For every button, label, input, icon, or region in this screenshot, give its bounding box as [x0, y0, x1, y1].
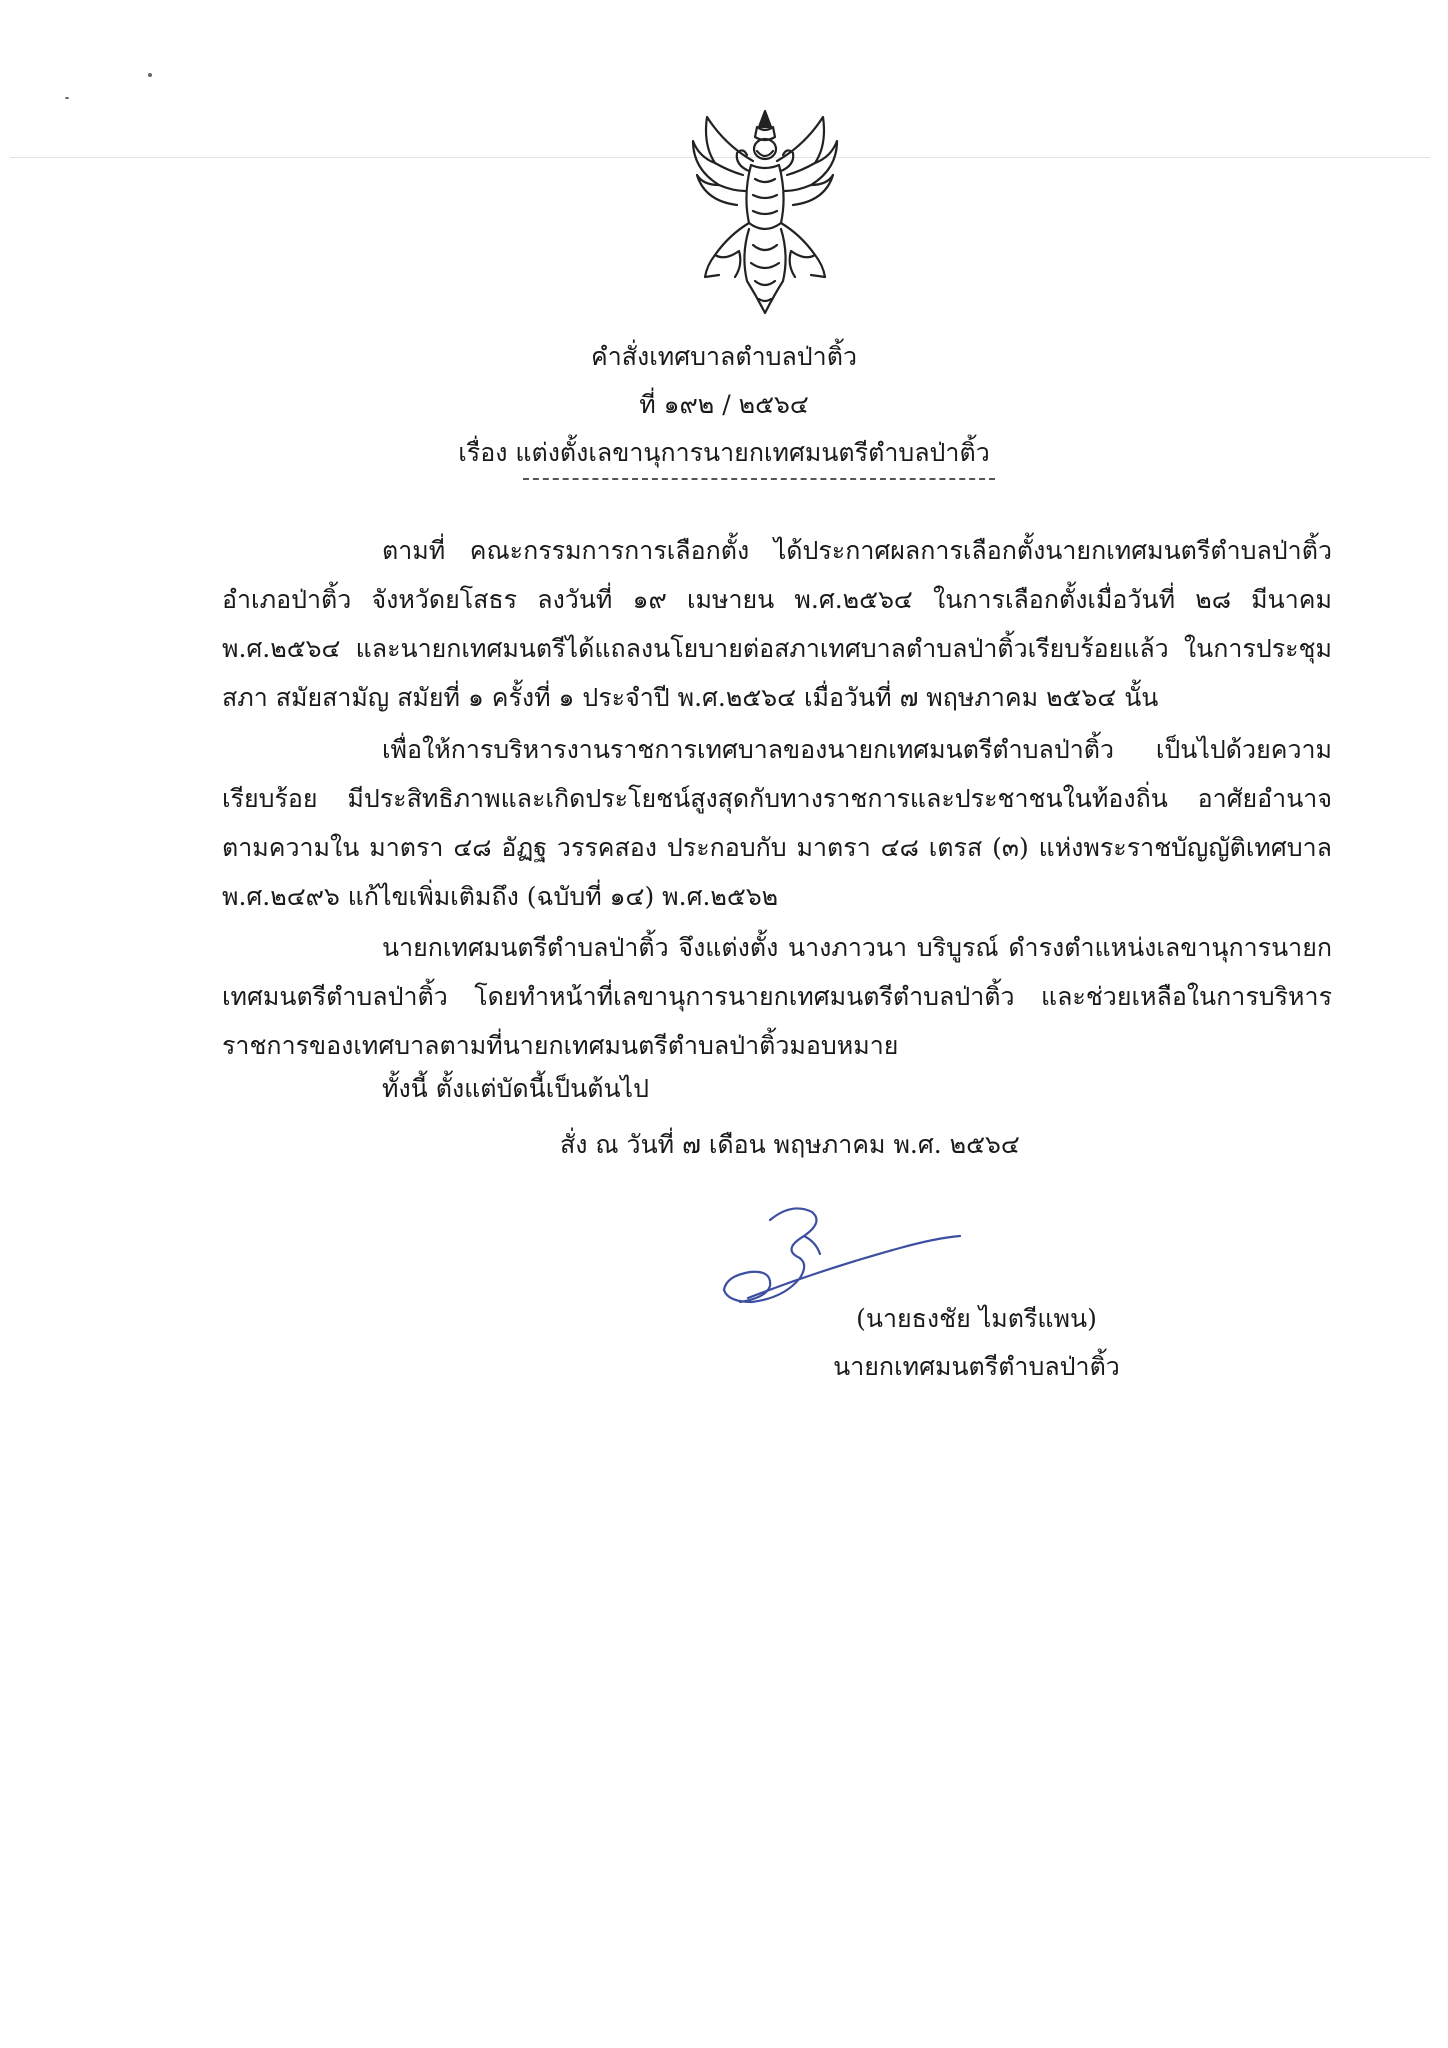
signatory-name: (นายธงชัย ไมตรีแพน): [856, 1304, 1097, 1333]
handwritten-signature-icon: [700, 1198, 970, 1308]
paragraph-appointment: นายกเทศมนตรีตำบลป่าติ้ว จึงแต่งตั้ง นางภาวนา บริบูรณ์ ดำรงตำแหน่งเลขานุการนายกเทศมนตรีตำบลป่าติ้ว โดยทำหน้าที่เลขานุการนายกเทศมนตรีตำบลป่าติ้ว และช่วยเหลือในการบริหารราชการของเทศบาลตามที่นายกเทศมนตรีตำบลป่าติ้วมอบหมาย: [222, 933, 1332, 1060]
dashed-divider: [523, 478, 995, 480]
signatory-position: นายกเทศมนตรีตำบลป่าติ้ว: [833, 1352, 1120, 1381]
order-title: คำสั่งเทศบาลตำบลป่าติ้ว: [591, 342, 857, 371]
scan-speck: [65, 97, 69, 99]
issued-date: สั่ง ณ วันที่ ๗ เดือน พฤษภาคม พ.ศ. ๒๕๖๔: [560, 1130, 1020, 1159]
order-subject: เรื่อง แต่งตั้งเลขานุการนายกเทศมนตรีตำบลป่าติ้ว: [458, 438, 990, 467]
garuda-emblem-icon: [685, 105, 845, 320]
paragraph-legal-authority: เพื่อให้การบริหารงานราชการเทศบาลของนายกเทศมนตรีตำบลป่าติ้ว เป็นไปด้วยความเรียบร้อย มีประสิทธิภาพและเกิดประโยชน์สูงสุดกับทางราชการและประชาชนในท้องถิ่น อาศัยอำนาจตามความใน มาตรา ๔๘ อัฏฐ วรรคสอง ประกอบกับ มาตรา ๔๘ เตรส (๓) แห่งพระราชบัญญัติเทศบาล พ.ศ.๒๔๙๖ แก้ไขเพิ่มเติมถึง (ฉบับที่ ๑๔) พ.ศ.๒๕๖๒: [222, 735, 1332, 911]
order-number: ที่ ๑๙๒ / ๒๕๖๔: [639, 390, 809, 419]
effective-statement: ทั้งนี้ ตั้งแต่บัดนี้เป็นต้นไป: [382, 1074, 649, 1103]
paragraph-election-result: ตามที่ คณะกรรมการการเลือกตั้ง ได้ประกาศผลการเลือกตั้งนายกเทศมนตรีตำบลป่าติ้ว อำเภอป่าติ้ว จังหวัดยโสธร ลงวันที่ ๑๙ เมษายน พ.ศ.๒๕๖๔ ในการเลือกตั้งเมื่อวันที่ ๒๘ มีนาคม พ.ศ.๒๕๖๔ และนายกเทศมนตรีได้แถลงนโยบายต่อสภาเทศบาลตำบลป่าติ้วเรียบร้อยแล้ว ในการประชุมสภา สมัยสามัญ สมัยที่ ๑ ครั้งที่ ๑ ประจำปี พ.ศ.๒๕๖๔ เมื่อวันที่ ๗ พฤษภาคม ๒๕๖๔ นั้น: [222, 536, 1332, 712]
scan-speck: [148, 73, 152, 77]
